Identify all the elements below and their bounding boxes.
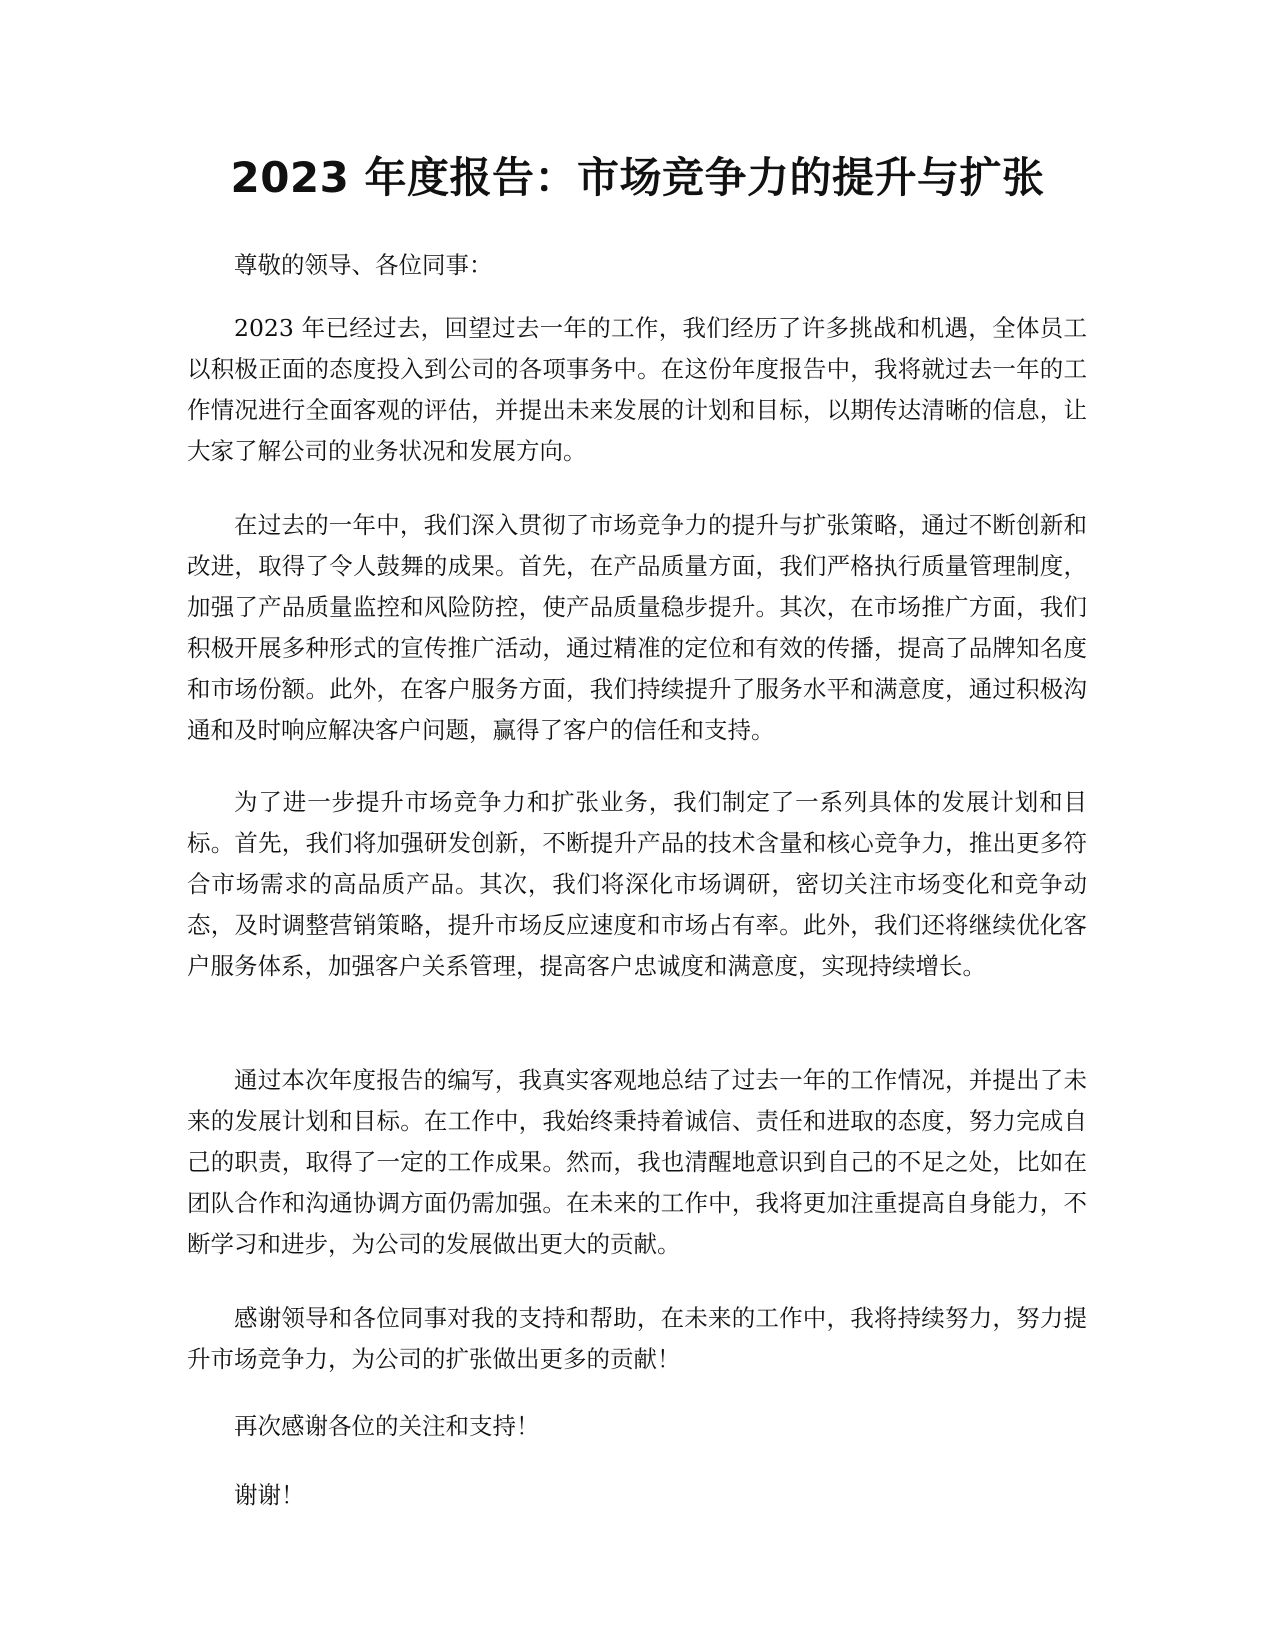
body-paragraph-plans: 为了进一步提升市场竞争力和扩张业务，我们制定了一系列具体的发展计划和目标。首先，我们将加强研发创新，不断提升产品的技术含量和核心竞争力，推出更多符合市场需求的高品质产品。其次，我们将深化市场调研，密切关注市场变化和竞争动态，及时调整营销策略，提升市场反应速度和市场占有率。此外，我们还将继续优化客户服务体系，加强客户关系管理，提高客户忠诚度和满意度，实现持续增长。	[187, 788, 1087, 980]
body-paragraph-thanks: 感谢领导和各位同事对我的支持和帮助，在未来的工作中，我将持续努力，努力提升市场竞争力，为公司的扩张做出更多的贡献！	[187, 1304, 1087, 1373]
body-paragraph-intro: 2023 年已经过去，回望过去一年的工作，我们经历了许多挑战和机遇，全体员工以积极正面的态度投入到公司的各项事务中。在这份年度报告中，我将就过去一年的工作情况进行全面客观的评估，并提出未来发展的计划和目标，以期传达清晰的信息，让大家了解公司的业务状况和发展方向。	[187, 314, 1087, 465]
salutation-paragraph: 尊敬的领导、各位同事：	[234, 251, 493, 279]
body-paragraph-achievements: 在过去的一年中，我们深入贯彻了市场竞争力的提升与扩张策略，通过不断创新和改进，取得了令人鼓舞的成果。首先，在产品质量方面，我们严格执行质量管理制度，加强了产品质量监控和风险防控，使产品质量稳步提升。其次，在市场推广方面，我们积极开展多种形式的宣传推广活动，通过精准的定位和有效的传播，提高了品牌知名度和市场份额。此外，在客户服务方面，我们持续提升了服务水平和满意度，通过积极沟通和及时响应解决客户问题，赢得了客户的信任和支持。	[187, 511, 1087, 744]
closing-paragraph: 谢谢！	[234, 1481, 305, 1509]
body-paragraph-self-summary: 通过本次年度报告的编写，我真实客观地总结了过去一年的工作情况，并提出了未来的发展计划和目标。在工作中，我始终秉持着诚信、责任和进取的态度，努力完成自己的职责，取得了一定的工作成果。然而，我也清醒地意识到自己的不足之处，比如在团队合作和沟通协调方面仍需加强。在未来的工作中，我将更加注重提高自身能力，不断学习和进步，为公司的发展做出更大的贡献。	[187, 1066, 1087, 1258]
body-paragraph-thanks-again: 再次感谢各位的关注和支持！	[234, 1412, 540, 1440]
document-title: 2023 年度报告：市场竞争力的提升与扩张	[230, 153, 1045, 202]
